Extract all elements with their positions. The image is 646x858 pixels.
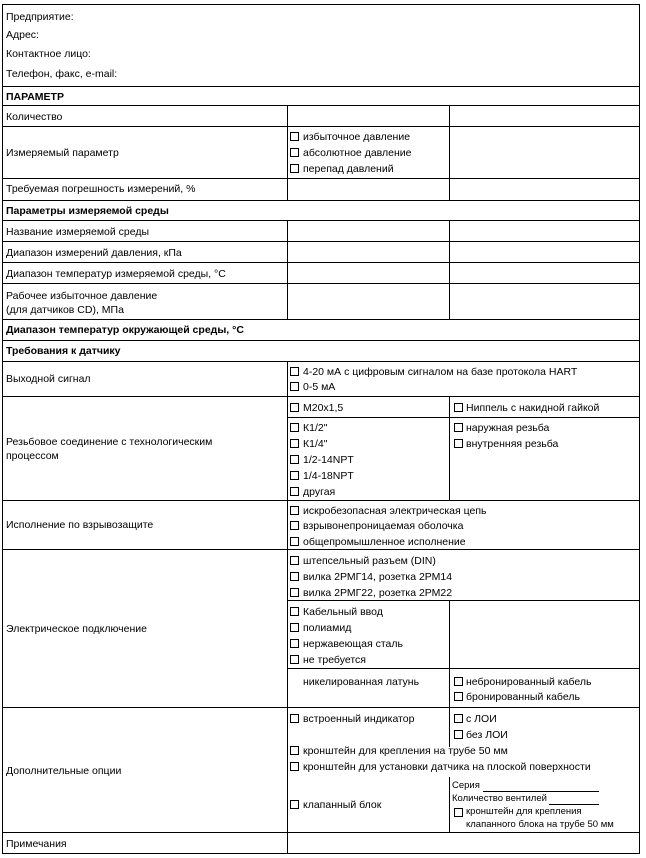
- nipple-checkbox[interactable]: [454, 403, 463, 412]
- overpressure-checkbox[interactable]: [290, 132, 299, 141]
- param-header: ПАРАМЕТР: [6, 91, 64, 103]
- row-line: [3, 105, 639, 106]
- flameproof-label: взрывонепроницаемая оболочка: [303, 520, 464, 532]
- m20-checkbox[interactable]: [290, 403, 299, 412]
- external-thread-label: наружная резьба: [466, 422, 550, 434]
- measured-label: Измеряемый параметр: [6, 147, 119, 159]
- col-line: [449, 707, 450, 747]
- options-label: Дополнительные опции: [6, 765, 122, 777]
- without-loi-label: без ЛОИ: [466, 729, 508, 741]
- stainless-checkbox[interactable]: [290, 639, 299, 648]
- 0-5ma-output-checkbox[interactable]: [290, 382, 299, 391]
- din-connector-checkbox[interactable]: [290, 556, 299, 565]
- m20-label: М20х1,5: [303, 402, 344, 414]
- row-line: [3, 319, 639, 320]
- other-thread-label: другая: [303, 486, 336, 498]
- col-line: [287, 220, 288, 319]
- row-line: [3, 262, 639, 263]
- output-label: Выходной сигнал: [6, 373, 91, 385]
- thread-label: Резьбовое соединение с технологическим: [6, 436, 213, 448]
- enterprise-label: Предприятие:: [6, 11, 74, 23]
- col-line: [287, 361, 288, 832]
- contact-label: Контактное лицо:: [6, 48, 91, 60]
- flat-bracket-label: кронштейн для установки датчика на плоской поверхности: [303, 761, 591, 773]
- nipple-label: Ниппель с накидной гайкой: [466, 402, 600, 414]
- row-line: [3, 178, 639, 179]
- npt14-label: 1/4-18NPT: [303, 470, 354, 482]
- built-in-indicator-label: встроенный индикатор: [303, 713, 415, 725]
- flameproof-checkbox[interactable]: [290, 521, 299, 530]
- valves-count-label: Количество вентилей: [452, 793, 547, 804]
- valve-bracket-label: кронштейн для крепления: [466, 806, 582, 817]
- external-thread-checkbox[interactable]: [454, 423, 463, 432]
- internal-thread-label: внутренняя резьба: [466, 438, 559, 450]
- col-line: [449, 600, 450, 707]
- npt12-checkbox[interactable]: [290, 455, 299, 464]
- k14-label: К1/4": [303, 438, 328, 450]
- requirements-header: Требования к датчику: [6, 345, 121, 357]
- row-line: [3, 707, 639, 708]
- temp-range-label: Диапазон температур измеряемой среды, °С: [6, 268, 226, 280]
- pipe-bracket-label: кронштейн для крепления на трубе 50 мм: [303, 745, 508, 757]
- row-line: [3, 200, 639, 201]
- absolute-pressure-label: абсолютное давление: [303, 147, 412, 159]
- general-industrial-checkbox[interactable]: [290, 537, 299, 546]
- row-line: [3, 396, 639, 397]
- 2rmg22-checkbox[interactable]: [290, 588, 299, 597]
- valve-block-label: клапанный блок: [303, 799, 382, 811]
- k12-checkbox[interactable]: [290, 423, 299, 432]
- valves-count-underline[interactable]: [549, 804, 599, 805]
- pipe-bracket-checkbox[interactable]: [290, 746, 299, 755]
- with-loi-label: с ЛОИ: [466, 713, 497, 725]
- row-line: [3, 500, 639, 501]
- unarmored-cable-checkbox[interactable]: [454, 677, 463, 686]
- intrinsic-safe-checkbox[interactable]: [290, 506, 299, 515]
- row-line: [3, 86, 639, 87]
- valve-block-checkbox[interactable]: [290, 800, 299, 809]
- row-line: [3, 340, 639, 341]
- nickel-brass-label: никелированная латунь: [303, 676, 420, 688]
- k12-label: К1/2": [303, 422, 328, 434]
- order-form: [2, 4, 640, 854]
- row-line: [287, 600, 639, 601]
- address-label: Адрес:: [6, 29, 39, 41]
- general-industrial-label: общепромышленное исполнение: [303, 536, 466, 548]
- col-line: [287, 832, 288, 853]
- internal-thread-checkbox[interactable]: [454, 439, 463, 448]
- overpressure-label: избыточное давление: [303, 131, 411, 143]
- col-line: [449, 396, 450, 500]
- 0-5ma-output-label: 0-5 мА: [303, 381, 336, 393]
- electrical-label: Электрическое подключение: [6, 623, 147, 635]
- din-connector-label: штепсельный разъем (DIN): [303, 555, 436, 567]
- work-pressure-label: Рабочее избыточное давление: [6, 290, 158, 302]
- hart-output-checkbox[interactable]: [290, 367, 299, 376]
- cable-gland-checkbox[interactable]: [290, 607, 299, 616]
- differential-pressure-checkbox[interactable]: [290, 164, 299, 173]
- polyamide-label: полиамид: [303, 622, 352, 634]
- 2rmg22-label: вилка 2РМГ22, розетка 2РМ22: [303, 587, 453, 599]
- pressure-range-label: Диапазон измерений давления, кПа: [6, 247, 182, 259]
- col-line: [449, 220, 450, 319]
- 2rmg14-label: вилка 2РМГ14, розетка 2РМ14: [303, 571, 453, 583]
- row-line: [3, 126, 639, 127]
- col-line: [287, 105, 288, 200]
- explosion-label: Исполнение по взрывозащите: [6, 519, 154, 531]
- armored-cable-label: бронированный кабель: [466, 691, 580, 703]
- differential-pressure-label: перепад давлений: [303, 163, 394, 175]
- flat-bracket-checkbox[interactable]: [290, 762, 299, 771]
- row-line: [3, 220, 639, 221]
- phone-label: Телефон, факс, e-mail:: [6, 68, 118, 80]
- row-line: [287, 668, 639, 669]
- k14-checkbox[interactable]: [290, 439, 299, 448]
- polyamide-checkbox[interactable]: [290, 623, 299, 632]
- row-line: [3, 361, 639, 362]
- unarmored-cable-label: небронированный кабель: [466, 676, 592, 688]
- thread-label-2: процессом: [6, 450, 59, 462]
- col-line: [449, 105, 450, 200]
- hart-output-label: 4-20 мА с цифровым сигналом на базе протокола HART: [303, 366, 578, 378]
- not-required-label: не требуется: [303, 654, 366, 666]
- row-line: [3, 832, 639, 833]
- quantity-label: Количество: [6, 111, 63, 123]
- other-thread-checkbox[interactable]: [290, 487, 299, 496]
- valve-bracket-checkbox[interactable]: [454, 808, 463, 817]
- with-loi-checkbox[interactable]: [454, 714, 463, 723]
- stainless-label: нержавеющая сталь: [303, 638, 403, 650]
- valve-bracket-label-2: клапанного блока на трубе 50 мм: [466, 819, 614, 830]
- built-in-indicator-checkbox[interactable]: [290, 714, 299, 723]
- medium-header: Параметры измеряемой среды: [6, 205, 169, 217]
- npt14-checkbox[interactable]: [290, 471, 299, 480]
- armored-cable-checkbox[interactable]: [454, 692, 463, 701]
- col-line: [449, 777, 450, 832]
- ambient-header: Диапазон температур окружающей среды, °С: [6, 324, 244, 336]
- row-line: [287, 417, 639, 418]
- medium-name-label: Название измеряемой среды: [6, 226, 150, 238]
- notes-label: Примечания: [6, 838, 67, 850]
- series-label: Серия: [452, 780, 480, 791]
- not-required-checkbox[interactable]: [290, 655, 299, 664]
- row-line: [3, 283, 639, 284]
- series-underline[interactable]: [483, 791, 599, 792]
- 2rmg14-checkbox[interactable]: [290, 572, 299, 581]
- without-loi-checkbox[interactable]: [454, 730, 463, 739]
- row-line: [3, 241, 639, 242]
- intrinsic-safe-label: искробезопасная электрическая цепь: [303, 505, 487, 517]
- accuracy-label: Требуемая погрешность измерений, %: [6, 183, 196, 195]
- npt12-label: 1/2-14NPT: [303, 454, 354, 466]
- work-pressure-label-2: (для датчиков CD), МПа: [6, 304, 124, 316]
- row-line: [3, 549, 639, 550]
- absolute-pressure-checkbox[interactable]: [290, 148, 299, 157]
- cable-gland-label: Кабельный ввод: [303, 606, 383, 618]
